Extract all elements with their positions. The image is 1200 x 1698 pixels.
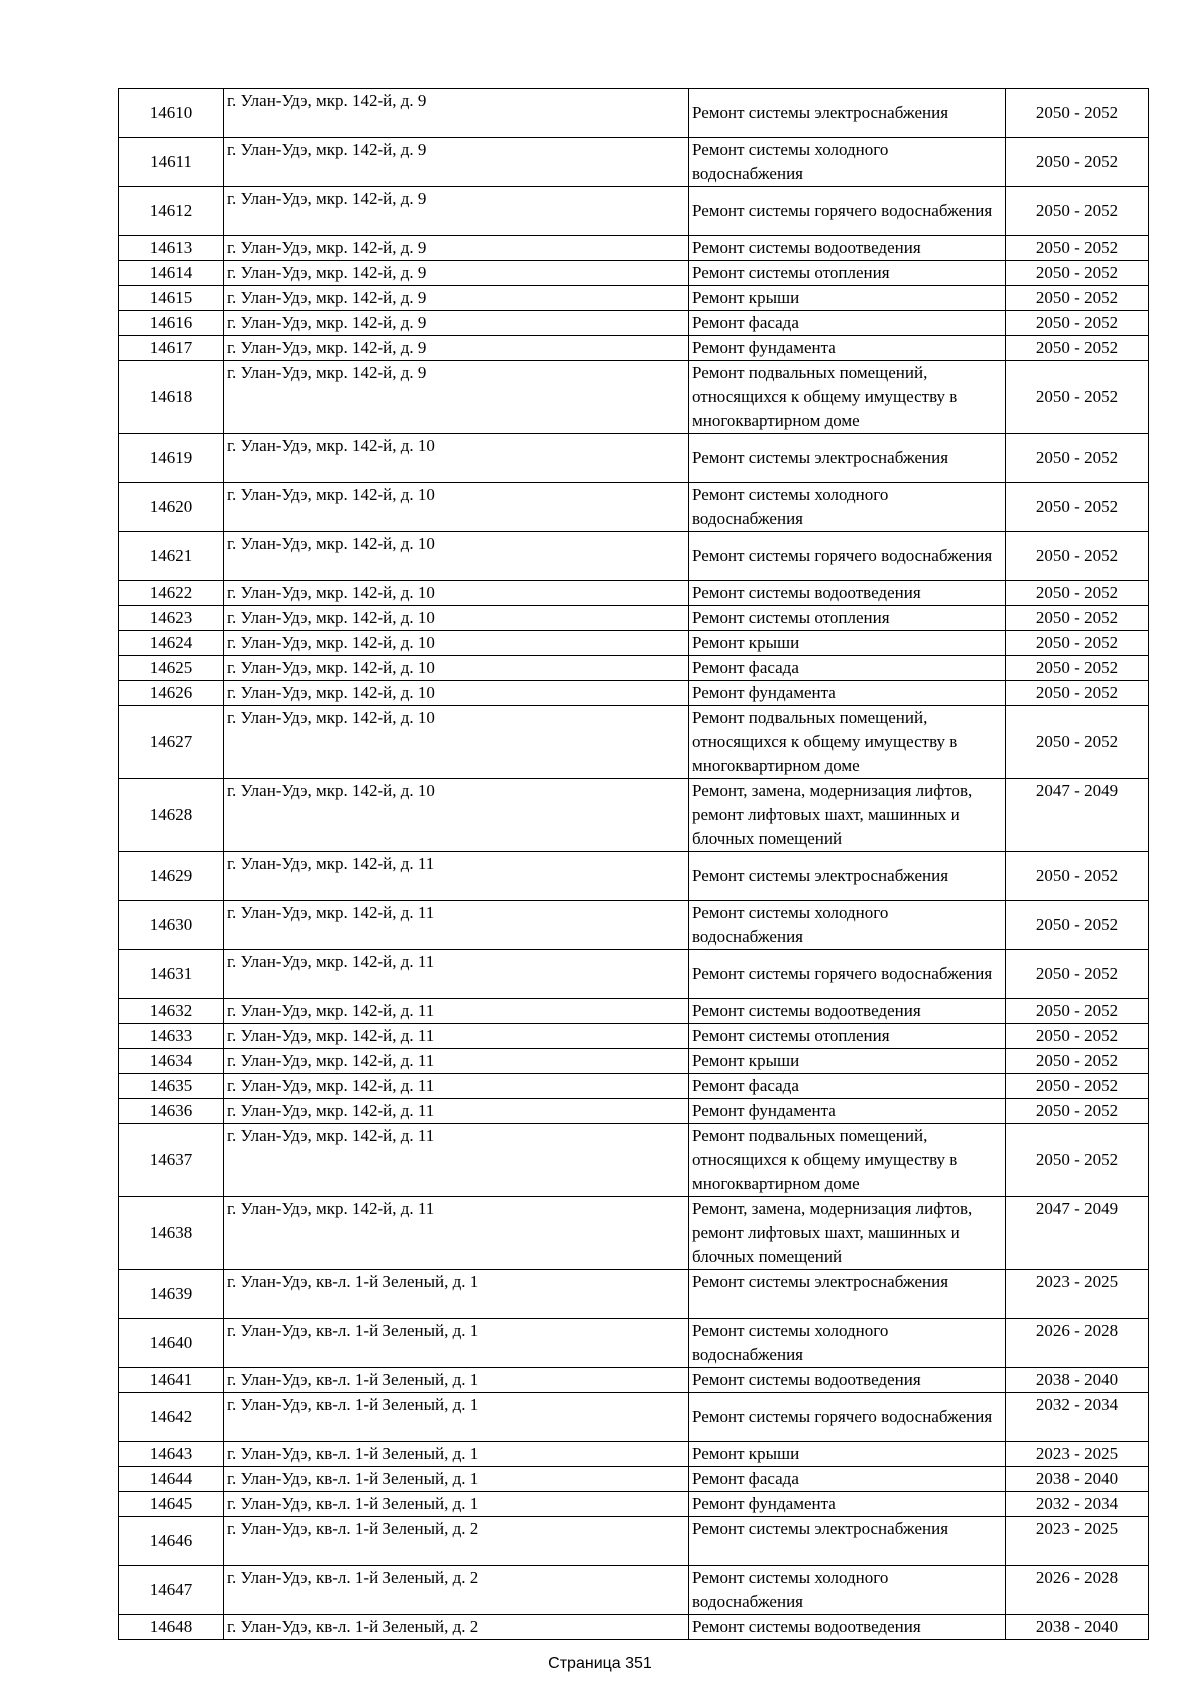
row-number-cell: 14645 [119,1492,224,1517]
row-number-cell: 14646 [119,1517,224,1566]
work-type-cell: Ремонт системы горячего водоснабжения [689,1393,1006,1442]
address-cell: г. Улан-Удэ, кв-л. 1-й Зеленый, д. 1 [224,1492,689,1517]
period-cell: 2050 - 2052 [1006,1024,1149,1049]
work-type-cell: Ремонт системы горячего водоснабжения [689,532,1006,581]
row-number-cell: 14630 [119,901,224,950]
work-type-cell: Ремонт системы отопления [689,1024,1006,1049]
address-cell: г. Улан-Удэ, мкр. 142-й, д. 11 [224,1074,689,1099]
period-cell: 2050 - 2052 [1006,1124,1149,1197]
table-row [119,89,1149,138]
row-number-cell: 14625 [119,656,224,681]
page-number: Страница 351 [548,1655,652,1672]
work-type-cell: Ремонт системы холодного водоснабжения [689,1319,1006,1368]
address-cell: г. Улан-Удэ, мкр. 142-й, д. 9 [224,261,689,286]
work-type-cell: Ремонт системы холодного водоснабжения [689,1566,1006,1615]
period-cell: 2050 - 2052 [1006,361,1149,434]
address-cell: г. Улан-Удэ, кв-л. 1-й Зеленый, д. 2 [224,1566,689,1615]
work-type-cell: Ремонт системы водоотведения [689,999,1006,1024]
table-row [119,187,1149,236]
address-cell: г. Улан-Удэ, кв-л. 1-й Зеленый, д. 2 [224,1615,689,1640]
address-cell: г. Улан-Удэ, мкр. 142-й, д. 10 [224,656,689,681]
period-cell: 2026 - 2028 [1006,1566,1149,1615]
address-cell: г. Улан-Удэ, мкр. 142-й, д. 10 [224,706,689,779]
period-cell: 2050 - 2052 [1006,1074,1149,1099]
row-number-cell: 14636 [119,1099,224,1124]
address-cell: г. Улан-Удэ, мкр. 142-й, д. 10 [224,681,689,706]
table-row [119,706,1149,779]
work-type-cell: Ремонт системы электроснабжения [689,1517,1006,1566]
work-type-cell: Ремонт системы холодного водоснабжения [689,483,1006,532]
table-row [119,1615,1149,1640]
table-row [119,361,1149,434]
row-number-cell: 14611 [119,138,224,187]
address-cell: г. Улан-Удэ, мкр. 142-й, д. 11 [224,1049,689,1074]
table-row [119,1492,1149,1517]
period-cell: 2047 - 2049 [1006,779,1149,852]
period-cell: 2032 - 2034 [1006,1492,1149,1517]
work-type-cell: Ремонт, замена, модернизация лифтов, ремонт лифтовых шахт, машинных и блочных помещений [689,779,1006,852]
work-type-cell: Ремонт фасада [689,311,1006,336]
address-cell: г. Улан-Удэ, мкр. 142-й, д. 10 [224,483,689,532]
address-cell: г. Улан-Удэ, мкр. 142-й, д. 9 [224,286,689,311]
row-number-cell: 14637 [119,1124,224,1197]
row-number-cell: 14641 [119,1368,224,1393]
period-cell: 2026 - 2028 [1006,1319,1149,1368]
table-row [119,1442,1149,1467]
row-number-cell: 14614 [119,261,224,286]
address-cell: г. Улан-Удэ, мкр. 142-й, д. 11 [224,1024,689,1049]
table-row [119,1024,1149,1049]
period-cell: 2050 - 2052 [1006,681,1149,706]
period-cell: 2050 - 2052 [1006,901,1149,950]
row-number-cell: 14619 [119,434,224,483]
work-type-cell: Ремонт системы водоотведения [689,1368,1006,1393]
work-type-cell: Ремонт системы водоотведения [689,236,1006,261]
period-cell: 2038 - 2040 [1006,1368,1149,1393]
work-type-cell: Ремонт системы холодного водоснабжения [689,901,1006,950]
row-number-cell: 14642 [119,1393,224,1442]
address-cell: г. Улан-Удэ, кв-л. 1-й Зеленый, д. 1 [224,1442,689,1467]
period-cell: 2050 - 2052 [1006,336,1149,361]
address-cell: г. Улан-Удэ, мкр. 142-й, д. 10 [224,532,689,581]
table-row [119,1319,1149,1368]
address-cell: г. Улан-Удэ, мкр. 142-й, д. 11 [224,852,689,901]
row-number-cell: 14620 [119,483,224,532]
period-cell: 2023 - 2025 [1006,1270,1149,1319]
address-cell: г. Улан-Удэ, кв-л. 1-й Зеленый, д. 1 [224,1319,689,1368]
period-cell: 2038 - 2040 [1006,1615,1149,1640]
work-type-cell: Ремонт фундамента [689,681,1006,706]
period-cell: 2050 - 2052 [1006,236,1149,261]
work-type-cell: Ремонт подвальных помещений, относящихся к общему имуществу в многоквартирном доме [689,706,1006,779]
period-cell: 2050 - 2052 [1006,1049,1149,1074]
row-number-cell: 14621 [119,532,224,581]
address-cell: г. Улан-Удэ, мкр. 142-й, д. 11 [224,999,689,1024]
address-cell: г. Улан-Удэ, мкр. 142-й, д. 11 [224,1099,689,1124]
work-type-cell: Ремонт системы водоотведения [689,581,1006,606]
work-type-cell: Ремонт системы электроснабжения [689,852,1006,901]
row-number-cell: 14626 [119,681,224,706]
row-number-cell: 14633 [119,1024,224,1049]
address-cell: г. Улан-Удэ, мкр. 142-й, д. 9 [224,138,689,187]
table-row [119,1197,1149,1270]
row-number-cell: 14648 [119,1615,224,1640]
address-cell: г. Улан-Удэ, кв-л. 1-й Зеленый, д. 1 [224,1393,689,1442]
work-type-cell: Ремонт фасада [689,1467,1006,1492]
table-row [119,1517,1149,1566]
table-row [119,138,1149,187]
table-row [119,1566,1149,1615]
row-number-cell: 14612 [119,187,224,236]
row-number-cell: 14647 [119,1566,224,1615]
address-cell: г. Улан-Удэ, кв-л. 1-й Зеленый, д. 1 [224,1270,689,1319]
row-number-cell: 14635 [119,1074,224,1099]
period-cell: 2047 - 2049 [1006,1197,1149,1270]
period-cell: 2050 - 2052 [1006,606,1149,631]
row-number-cell: 14622 [119,581,224,606]
row-number-cell: 14618 [119,361,224,434]
row-number-cell: 14617 [119,336,224,361]
work-type-cell: Ремонт, замена, модернизация лифтов, ремонт лифтовых шахт, машинных и блочных помещений [689,1197,1006,1270]
period-cell: 2050 - 2052 [1006,311,1149,336]
period-cell: 2050 - 2052 [1006,706,1149,779]
row-number-cell: 14640 [119,1319,224,1368]
period-cell: 2038 - 2040 [1006,1467,1149,1492]
address-cell: г. Улан-Удэ, мкр. 142-й, д. 11 [224,1197,689,1270]
work-type-cell: Ремонт системы отопления [689,606,1006,631]
table-body [119,89,1149,1640]
period-cell: 2023 - 2025 [1006,1517,1149,1566]
table-row [119,631,1149,656]
table-row [119,1124,1149,1197]
table-row [119,606,1149,631]
address-cell: г. Улан-Удэ, мкр. 142-й, д. 11 [224,950,689,999]
work-type-cell: Ремонт системы отопления [689,261,1006,286]
address-cell: г. Улан-Удэ, мкр. 142-й, д. 9 [224,336,689,361]
work-type-cell: Ремонт системы горячего водоснабжения [689,187,1006,236]
work-type-cell: Ремонт фундамента [689,1099,1006,1124]
table-row [119,1099,1149,1124]
address-cell: г. Улан-Удэ, мкр. 142-й, д. 10 [224,581,689,606]
work-type-cell: Ремонт крыши [689,286,1006,311]
table-row [119,852,1149,901]
address-cell: г. Улан-Удэ, мкр. 142-й, д. 9 [224,311,689,336]
table-row [119,1467,1149,1492]
address-cell: г. Улан-Удэ, мкр. 142-й, д. 11 [224,1124,689,1197]
table-row [119,901,1149,950]
table-row [119,236,1149,261]
table-row [119,656,1149,681]
table-row [119,1049,1149,1074]
address-cell: г. Улан-Удэ, мкр. 142-й, д. 9 [224,89,689,138]
period-cell: 2050 - 2052 [1006,950,1149,999]
period-cell: 2050 - 2052 [1006,1099,1149,1124]
table-row [119,681,1149,706]
work-type-cell: Ремонт фундамента [689,336,1006,361]
period-cell: 2050 - 2052 [1006,138,1149,187]
table-row [119,1270,1149,1319]
address-cell: г. Улан-Удэ, мкр. 142-й, д. 9 [224,236,689,261]
work-type-cell: Ремонт фасада [689,1074,1006,1099]
address-cell: г. Улан-Удэ, мкр. 142-й, д. 9 [224,187,689,236]
table-row [119,532,1149,581]
table-row [119,1393,1149,1442]
period-cell: 2050 - 2052 [1006,532,1149,581]
capital-repair-table [118,88,1149,1640]
work-type-cell: Ремонт системы холодного водоснабжения [689,138,1006,187]
table-row [119,999,1149,1024]
table-row [119,581,1149,606]
row-number-cell: 14643 [119,1442,224,1467]
work-type-cell: Ремонт крыши [689,631,1006,656]
table-row [119,779,1149,852]
address-cell: г. Улан-Удэ, мкр. 142-й, д. 11 [224,901,689,950]
table-row [119,336,1149,361]
period-cell: 2050 - 2052 [1006,852,1149,901]
row-number-cell: 14624 [119,631,224,656]
row-number-cell: 14613 [119,236,224,261]
work-type-cell: Ремонт системы электроснабжения [689,89,1006,138]
address-cell: г. Улан-Удэ, кв-л. 1-й Зеленый, д. 1 [224,1467,689,1492]
row-number-cell: 14629 [119,852,224,901]
period-cell: 2050 - 2052 [1006,261,1149,286]
period-cell: 2050 - 2052 [1006,434,1149,483]
period-cell: 2023 - 2025 [1006,1442,1149,1467]
table-row [119,434,1149,483]
row-number-cell: 14610 [119,89,224,138]
work-type-cell: Ремонт крыши [689,1442,1006,1467]
row-number-cell: 14627 [119,706,224,779]
address-cell: г. Улан-Удэ, кв-л. 1-й Зеленый, д. 1 [224,1368,689,1393]
period-cell: 2050 - 2052 [1006,581,1149,606]
row-number-cell: 14623 [119,606,224,631]
row-number-cell: 14638 [119,1197,224,1270]
work-type-cell: Ремонт системы водоотведения [689,1615,1006,1640]
works-table-container [118,88,1146,1640]
row-number-cell: 14631 [119,950,224,999]
address-cell: г. Улан-Удэ, мкр. 142-й, д. 10 [224,779,689,852]
period-cell: 2050 - 2052 [1006,656,1149,681]
table-row [119,286,1149,311]
period-cell: 2032 - 2034 [1006,1393,1149,1442]
address-cell: г. Улан-Удэ, мкр. 142-й, д. 10 [224,606,689,631]
work-type-cell: Ремонт системы горячего водоснабжения [689,950,1006,999]
table-row [119,311,1149,336]
work-type-cell: Ремонт подвальных помещений, относящихся к общему имуществу в многоквартирном доме [689,1124,1006,1197]
row-number-cell: 14639 [119,1270,224,1319]
row-number-cell: 14616 [119,311,224,336]
row-number-cell: 14628 [119,779,224,852]
table-row [119,483,1149,532]
row-number-cell: 14632 [119,999,224,1024]
period-cell: 2050 - 2052 [1006,631,1149,656]
work-type-cell: Ремонт системы электроснабжения [689,434,1006,483]
period-cell: 2050 - 2052 [1006,999,1149,1024]
row-number-cell: 14634 [119,1049,224,1074]
period-cell: 2050 - 2052 [1006,483,1149,532]
table-row [119,950,1149,999]
work-type-cell: Ремонт фасада [689,656,1006,681]
address-cell: г. Улан-Удэ, кв-л. 1-й Зеленый, д. 2 [224,1517,689,1566]
address-cell: г. Улан-Удэ, мкр. 142-й, д. 10 [224,434,689,483]
table-row [119,1074,1149,1099]
period-cell: 2050 - 2052 [1006,89,1149,138]
table-row [119,1368,1149,1393]
work-type-cell: Ремонт системы электроснабжения [689,1270,1006,1319]
row-number-cell: 14644 [119,1467,224,1492]
address-cell: г. Улан-Удэ, мкр. 142-й, д. 10 [224,631,689,656]
work-type-cell: Ремонт фундамента [689,1492,1006,1517]
table-row [119,261,1149,286]
period-cell: 2050 - 2052 [1006,187,1149,236]
address-cell: г. Улан-Удэ, мкр. 142-й, д. 9 [224,361,689,434]
work-type-cell: Ремонт крыши [689,1049,1006,1074]
work-type-cell: Ремонт подвальных помещений, относящихся к общему имуществу в многоквартирном доме [689,361,1006,434]
row-number-cell: 14615 [119,286,224,311]
period-cell: 2050 - 2052 [1006,286,1149,311]
